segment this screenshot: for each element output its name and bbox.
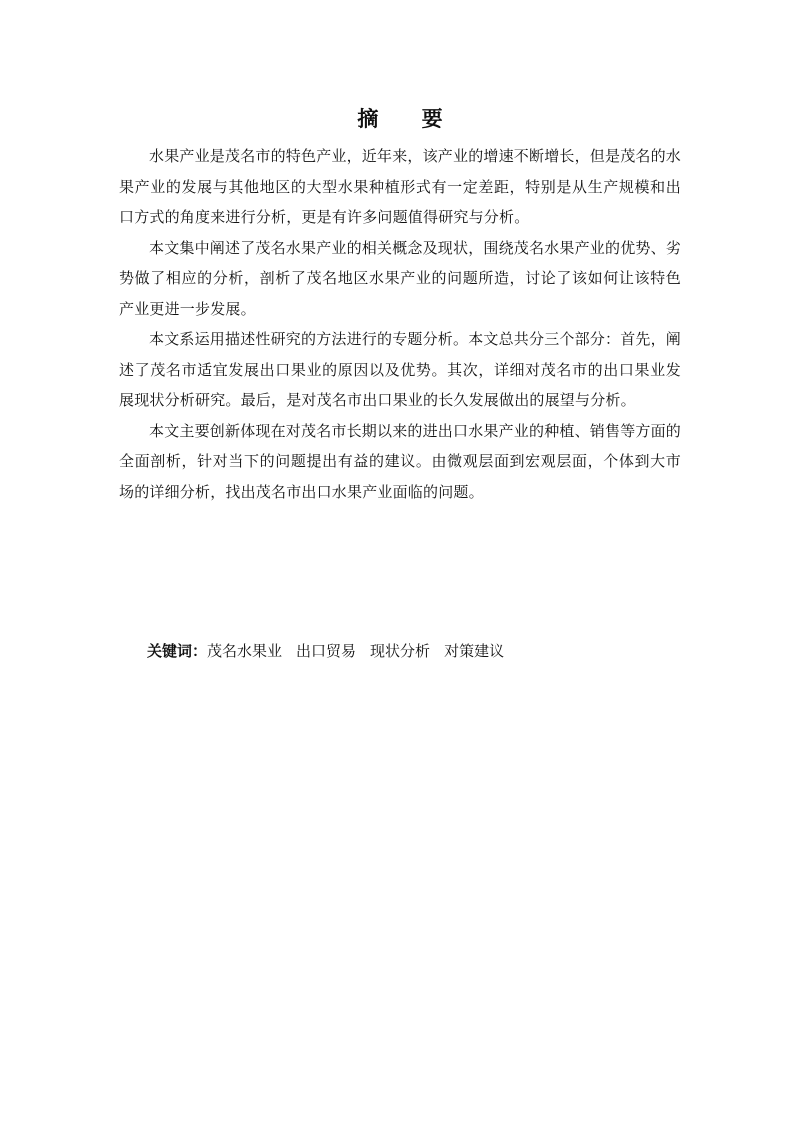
- abstract-paragraph-4: 本文主要创新体现在对茂名市长期以来的进出口水果产业的种植、销售等方面的全面剖析，针对当下的问题提出有益的建议。由微观层面到宏观层面，个体到大市场的详细分析，找出茂名市出口水果产业面临的问题。: [119, 421, 682, 501]
- keyword-item: 现状分析: [370, 642, 431, 660]
- abstract-paragraph-3: 本文系运用描述性研究的方法进行的专题分析。本文总共分三个部分：首先，阐述了茂名市适宜发展出口果业的原因以及优势。其次，详细对茂名市的出口果业发展现状分析研究。最后，是对茂名市出口果业的长久发展做出的展望与分析。: [119, 330, 682, 409]
- abstract-paragraph-2: 本文集中阐述了茂名水果产业的相关概念及现状，围绕茂名水果产业的优势、劣势做了相应的分析，剖析了茂名地区水果产业的问题所造，讨论了该如何让该特色产业更进一步发展。: [119, 238, 682, 318]
- keyword-item: 茂名水果业: [207, 642, 283, 660]
- abstract-body: [119, 141, 681, 507]
- keyword-item: 对策建议: [444, 642, 505, 660]
- keywords-label: 关键词：: [147, 642, 208, 660]
- abstract-title: 摘 要: [357, 107, 461, 131]
- abstract-paragraph-1: 水果产业是茂名市的特色产业，近年来，该产业的增速不断增长，但是茂名的水果产业的发展与其他地区的大型水果种植形式有一定差距，特别是从生产规模和出口方式的角度来进行分析，更是有许多问题值得研究与分析。: [119, 147, 682, 226]
- keyword-item: 出口贸易: [296, 642, 357, 660]
- keywords-line: [147, 638, 667, 664]
